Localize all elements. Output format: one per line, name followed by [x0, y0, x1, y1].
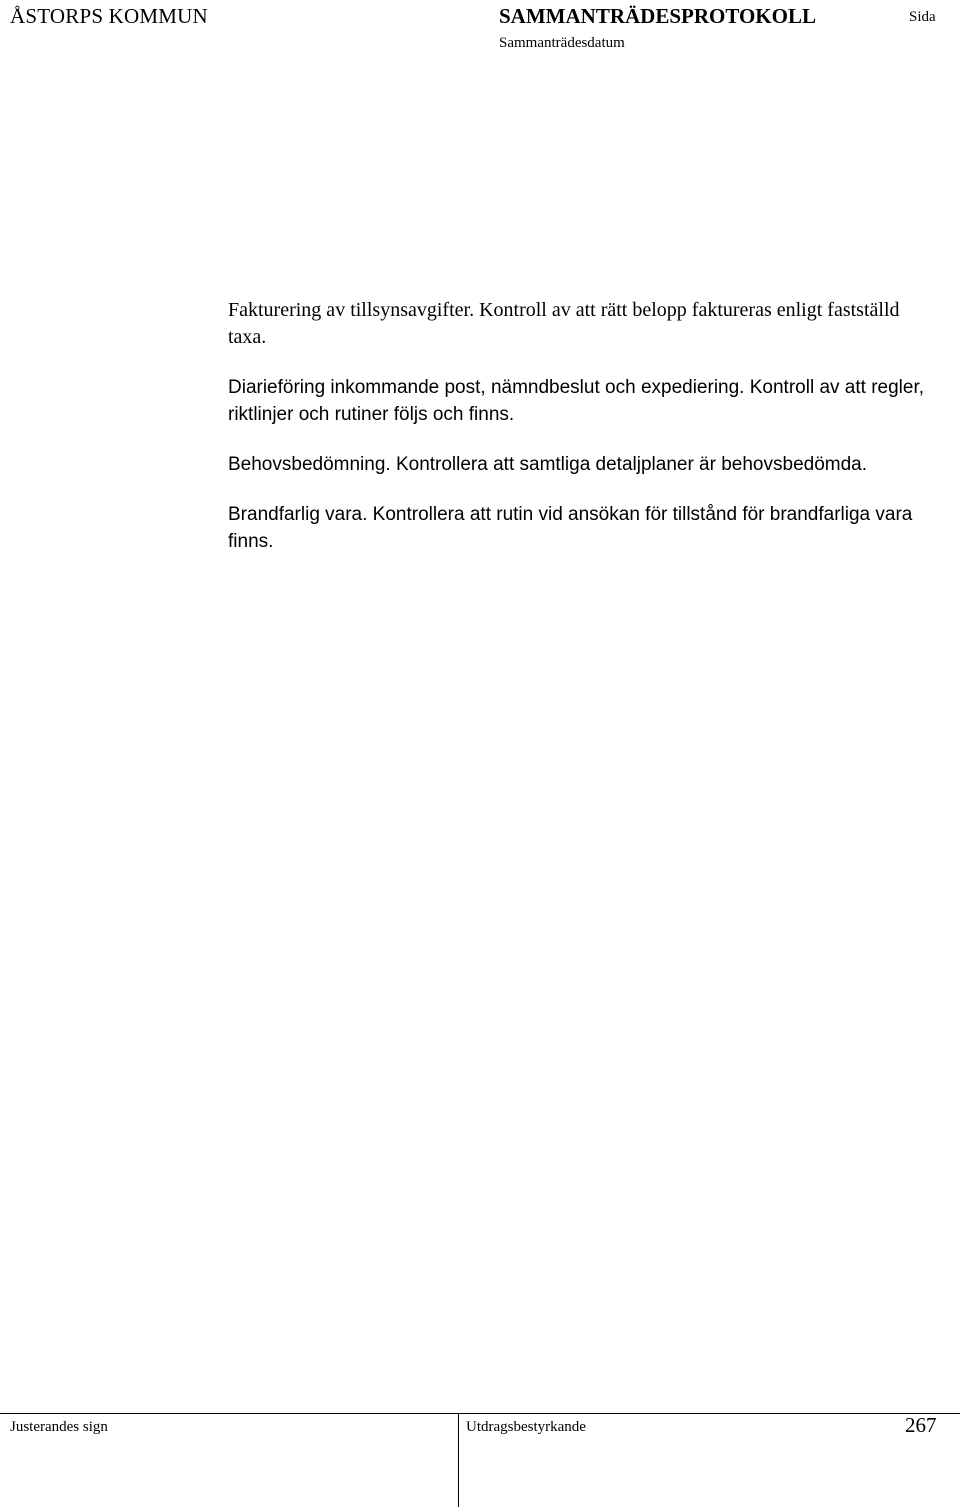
page-label: Sida	[909, 9, 936, 25]
signature-label: Justerandes sign	[10, 1419, 108, 1435]
extract-certification-label: Utdragsbestyrkande	[466, 1419, 586, 1435]
page-number: 267	[905, 1413, 937, 1437]
document-title: SAMMANTRÄDESPROTOKOLL	[499, 4, 816, 28]
paragraph-registration: Diarieföring inkommande post, nämndbeslut och expediering. Kontroll av att regler, riktlinjer och rutiner följs och finns.	[228, 377, 924, 425]
municipality-name: ÅSTORPS KOMMUN	[10, 4, 208, 28]
protocol-body	[228, 297, 933, 578]
paragraph-invoicing: Fakturering av tillsynsavgifter. Kontroll av att rätt belopp faktureras enligt fastställd taxa.	[228, 299, 900, 348]
paragraph-needs-assessment: Behovsbedömning. Kontrollera att samtliga detaljplaner är behovsbedömda.	[228, 454, 868, 475]
footer-rule	[0, 1413, 960, 1414]
paragraph-flammable-goods: Brandfarlig vara. Kontrollera att rutin vid ansökan för tillstånd för brandfarliga vara finns.	[228, 504, 913, 552]
footer-divider	[458, 1413, 459, 1507]
meeting-date-label: Sammanträdesdatum	[499, 35, 625, 51]
